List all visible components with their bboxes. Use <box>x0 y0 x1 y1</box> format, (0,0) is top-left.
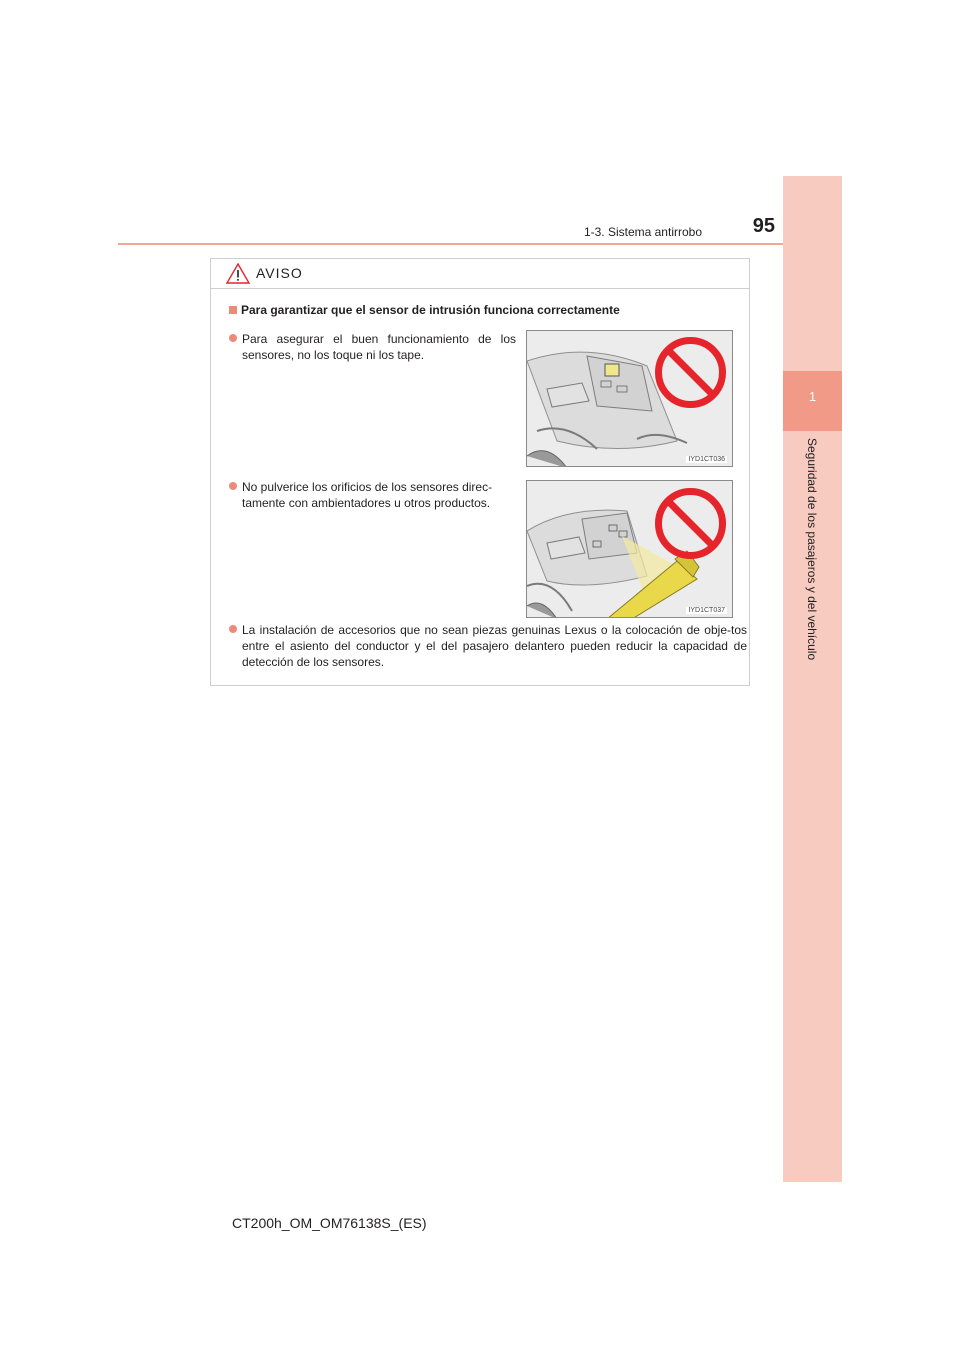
header-rule <box>118 243 842 245</box>
warning-triangle-icon <box>226 263 250 284</box>
prohibition-icon <box>654 336 727 409</box>
bullet-text: Para asegurar el buen funcionamiento de los sensores, no los toque ni los tape. <box>242 332 516 362</box>
figure-dont-spray-sensor <box>526 480 733 618</box>
chapter-number: 1 <box>808 389 817 404</box>
chapter-sidebar <box>783 176 842 1182</box>
list-item <box>229 622 747 670</box>
chapter-title: Seguridad de los pasajeros y del vehículo <box>805 438 819 661</box>
document-code: CT200h_OM_OM76138S_(ES) <box>232 1215 427 1231</box>
bullet-text: No pulverice los orificios de los sensores direc-tamente con ambientadores u otros productos. <box>242 480 493 510</box>
warning-heading: AVISO <box>256 265 303 281</box>
bullet-text: La instalación de accesorios que no sean piezas genuinas Lexus o la colocación de obje-tos entre el asiento del conductor y el del pasajero delantero pueden reducir la capacidad de detección de los sensores. <box>242 623 747 669</box>
warning-header <box>211 259 749 289</box>
section-title: 1-3. Sistema antirrobo <box>583 225 702 239</box>
list-item <box>229 479 519 511</box>
page-number: 95 <box>752 215 775 237</box>
figure-code: IYD1CT036 <box>688 456 725 463</box>
square-bullet-icon <box>229 306 237 314</box>
bullet-icon <box>229 334 237 342</box>
figure-dont-touch-sensor <box>526 330 733 467</box>
bullet-icon <box>229 625 237 633</box>
bullet-icon <box>229 482 237 490</box>
warning-box <box>210 258 750 686</box>
list-item <box>229 331 516 363</box>
figure-code: IYD1CT037 <box>688 607 725 614</box>
condition-title: Para garantizar que el sensor de intrusión funciona correctamente <box>229 303 620 317</box>
prohibition-icon <box>654 487 727 560</box>
